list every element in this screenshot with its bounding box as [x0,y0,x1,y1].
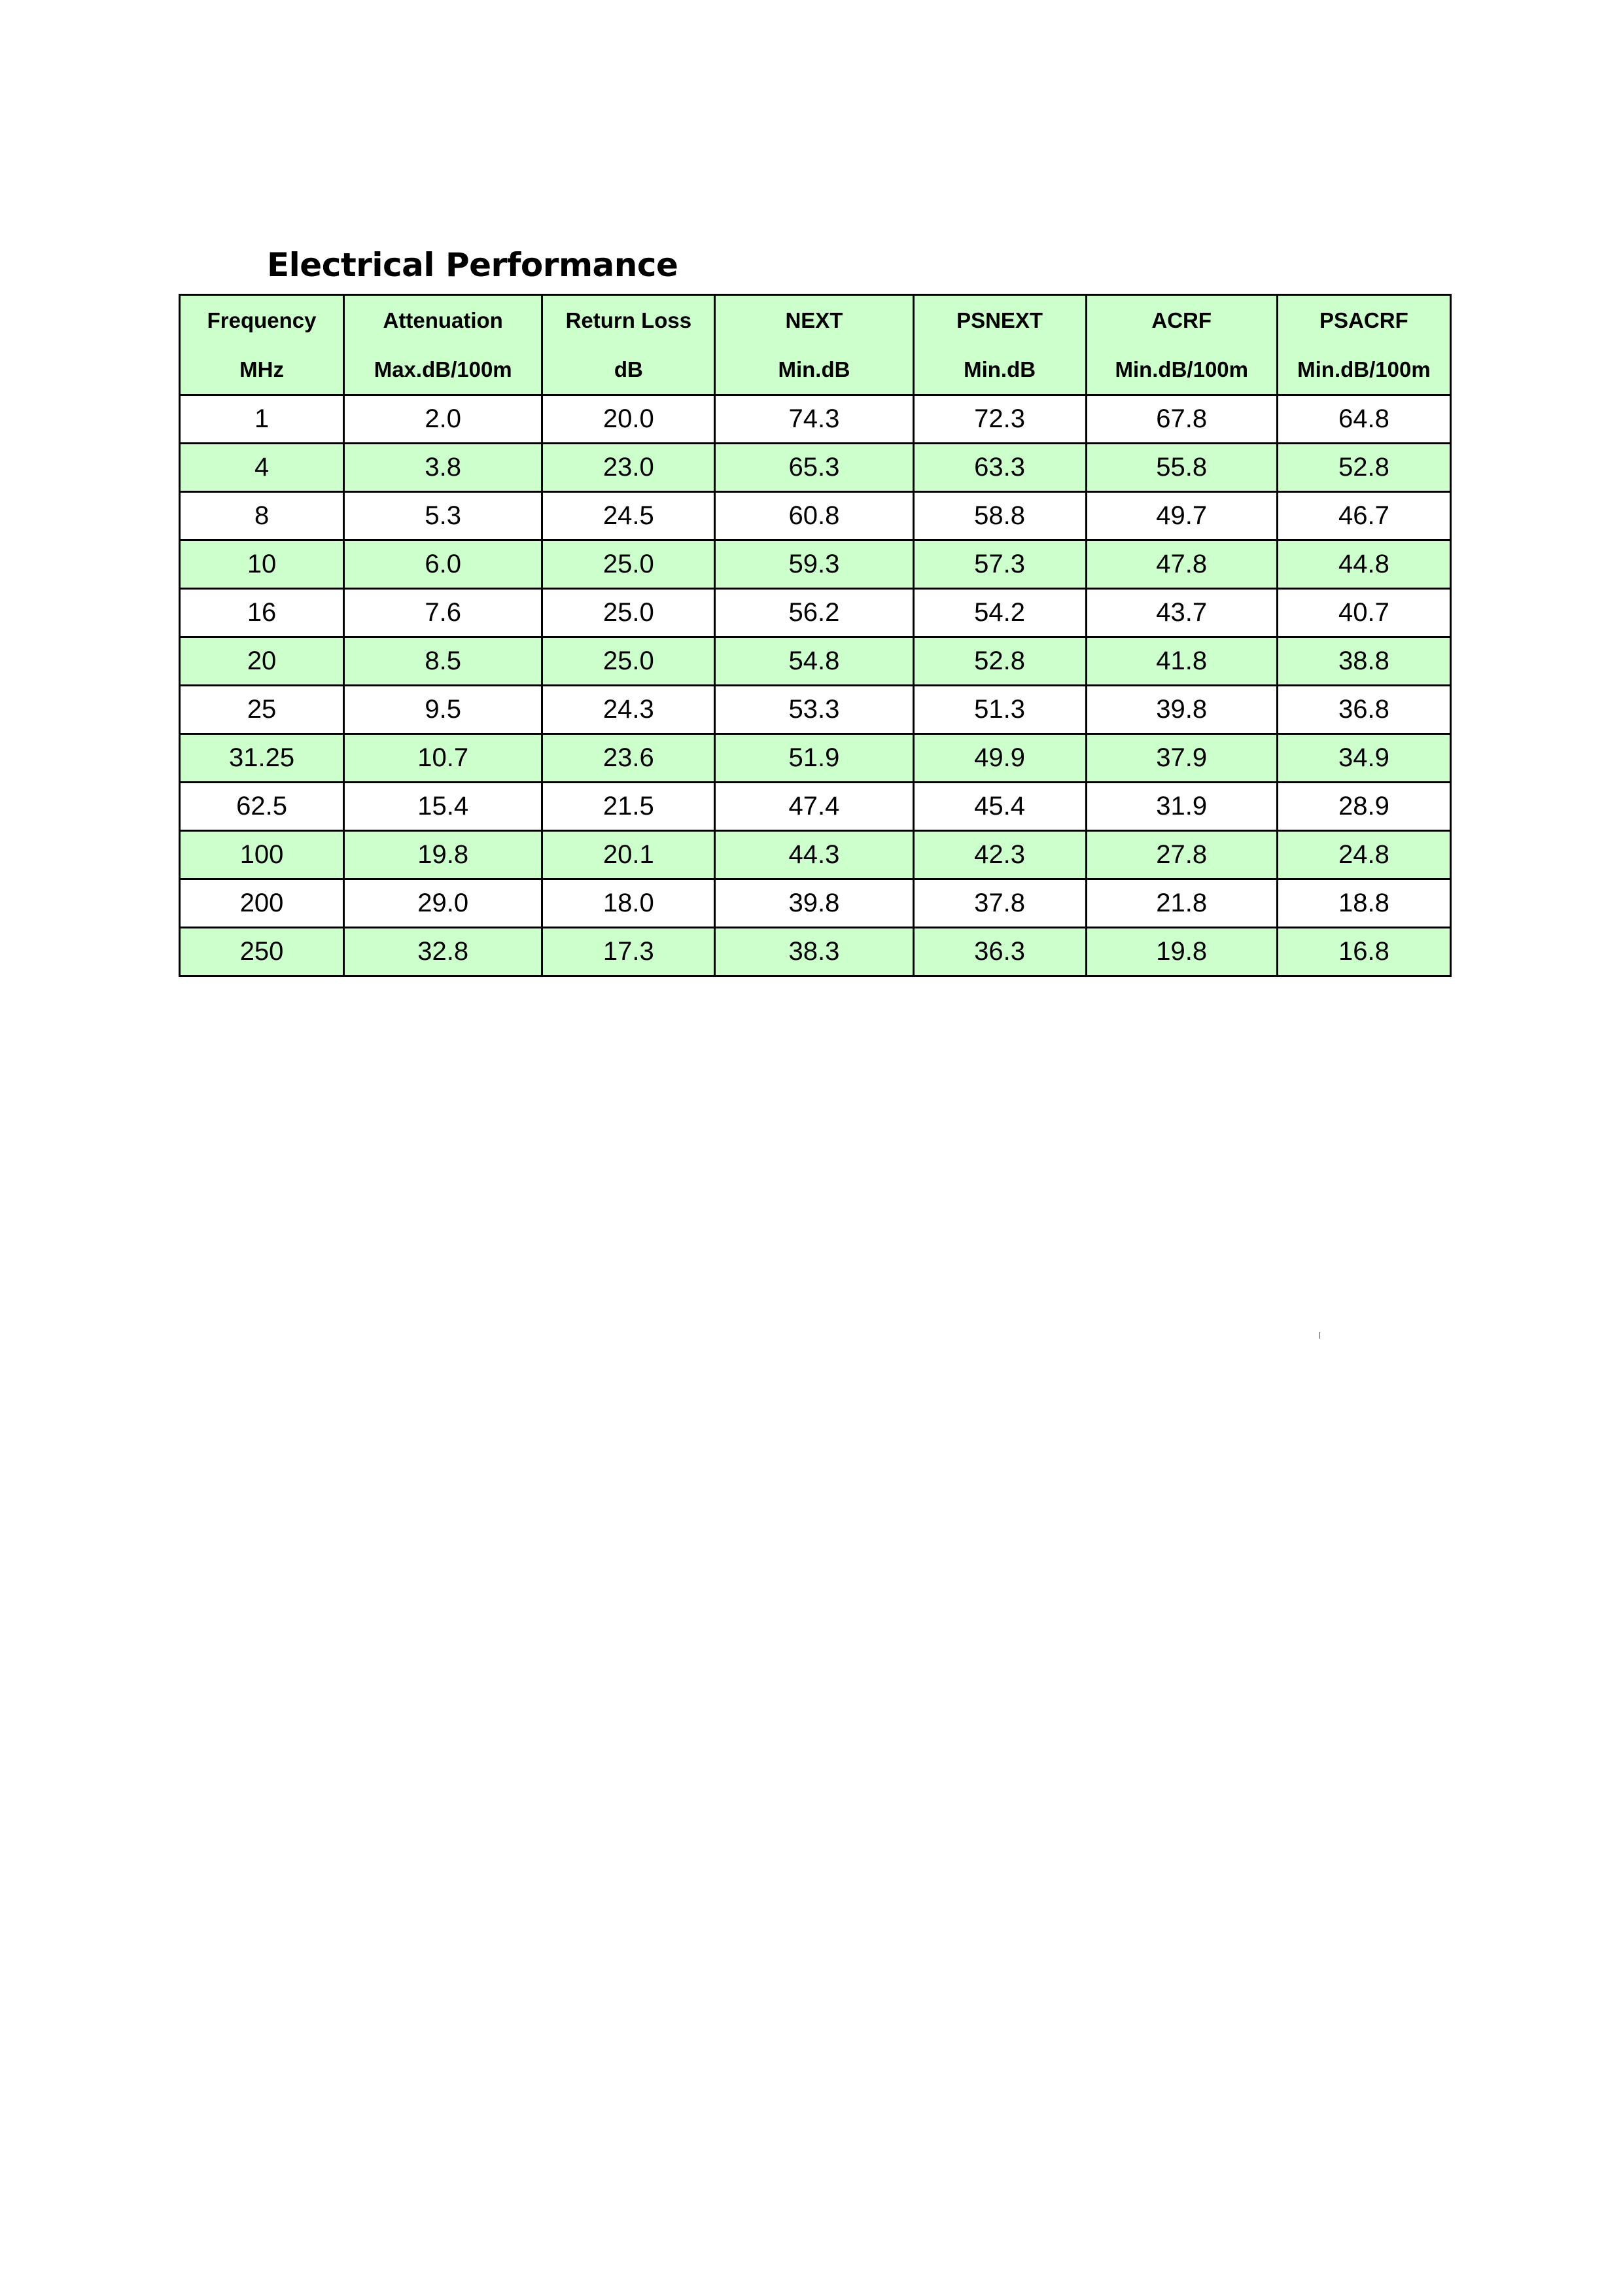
cell-psnext: 52.8 [913,637,1086,686]
cell-return-loss: 20.1 [542,831,715,879]
table-row [180,734,1451,783]
cell-return-loss: 23.6 [542,734,715,783]
cell-return-loss: 21.5 [542,783,715,831]
cell-attenuation: 10.7 [344,734,542,783]
column-header-unit: Min.dB [964,357,1036,381]
cell-frequency: 62.5 [180,783,344,831]
page-title: Electrical Performance [267,246,678,284]
cell-frequency: 16 [180,589,344,637]
cell-frequency: 25 [180,686,344,734]
cell-return-loss: 25.0 [542,540,715,589]
cell-return-loss: 17.3 [542,928,715,976]
cell-frequency: 31.25 [180,734,344,783]
cell-psacrf: 44.8 [1277,540,1450,589]
cell-acrf: 55.8 [1086,444,1277,492]
cell-next: 74.3 [715,395,913,444]
cell-psacrf: 52.8 [1277,444,1450,492]
cell-attenuation: 7.6 [344,589,542,637]
cell-return-loss: 25.0 [542,637,715,686]
column-header-unit: Min.dB/100m [1297,357,1431,381]
cell-psnext: 45.4 [913,783,1086,831]
cell-attenuation: 19.8 [344,831,542,879]
column-header-title: PSNEXT [956,308,1043,332]
cell-psnext: 54.2 [913,589,1086,637]
column-header-return-loss [542,295,715,395]
cell-psnext: 37.8 [913,879,1086,928]
table-row [180,879,1451,928]
cell-return-loss: 18.0 [542,879,715,928]
cell-psnext: 57.3 [913,540,1086,589]
cell-frequency: 200 [180,879,344,928]
cell-acrf: 19.8 [1086,928,1277,976]
cell-psacrf: 28.9 [1277,783,1450,831]
cell-attenuation: 8.5 [344,637,542,686]
column-header-attenuation [344,295,542,395]
cell-acrf: 49.7 [1086,492,1277,540]
cell-frequency: 20 [180,637,344,686]
table-row [180,928,1451,976]
cell-next: 38.3 [715,928,913,976]
column-header-next [715,295,913,395]
column-header-frequency [180,295,344,395]
cell-psnext: 58.8 [913,492,1086,540]
column-header-acrf [1086,295,1277,395]
cell-psacrf: 34.9 [1277,734,1450,783]
cell-next: 59.3 [715,540,913,589]
column-header-title: Frequency [207,308,317,332]
cell-psnext: 49.9 [913,734,1086,783]
cell-return-loss: 23.0 [542,444,715,492]
cell-attenuation: 3.8 [344,444,542,492]
cell-attenuation: 32.8 [344,928,542,976]
column-header-title: Attenuation [383,308,503,332]
cell-psacrf: 24.8 [1277,831,1450,879]
table-row [180,395,1451,444]
cell-attenuation: 29.0 [344,879,542,928]
cell-acrf: 67.8 [1086,395,1277,444]
cell-psacrf: 36.8 [1277,686,1450,734]
column-header-psacrf [1277,295,1450,395]
column-header-unit: Min.dB/100m [1115,357,1248,381]
cell-next: 44.3 [715,831,913,879]
column-header-title: NEXT [785,308,843,332]
cell-acrf: 31.9 [1086,783,1277,831]
column-header-psnext [913,295,1086,395]
column-header-title: ACRF [1151,308,1212,332]
cell-next: 65.3 [715,444,913,492]
cell-psacrf: 40.7 [1277,589,1450,637]
cell-acrf: 47.8 [1086,540,1277,589]
cell-psacrf: 16.8 [1277,928,1450,976]
cell-next: 56.2 [715,589,913,637]
electrical-performance-table [179,294,1452,977]
table-row [180,686,1451,734]
cell-next: 47.4 [715,783,913,831]
cell-attenuation: 6.0 [344,540,542,589]
cell-psnext: 42.3 [913,831,1086,879]
table-row [180,783,1451,831]
table-row [180,637,1451,686]
cell-psacrf: 18.8 [1277,879,1450,928]
column-header-unit: MHz [239,357,284,381]
cell-return-loss: 24.3 [542,686,715,734]
cell-acrf: 37.9 [1086,734,1277,783]
cell-psnext: 63.3 [913,444,1086,492]
cell-acrf: 39.8 [1086,686,1277,734]
table-row [180,540,1451,589]
cell-frequency: 100 [180,831,344,879]
cell-attenuation: 15.4 [344,783,542,831]
cell-attenuation: 2.0 [344,395,542,444]
table-header-row [180,295,1451,395]
column-header-title: PSACRF [1319,308,1408,332]
cell-next: 51.9 [715,734,913,783]
cell-next: 60.8 [715,492,913,540]
cell-return-loss: 25.0 [542,589,715,637]
cell-return-loss: 24.5 [542,492,715,540]
column-header-title: Return Loss [565,308,692,332]
cell-acrf: 43.7 [1086,589,1277,637]
cell-next: 53.3 [715,686,913,734]
cell-frequency: 8 [180,492,344,540]
column-header-unit: dB [614,357,643,381]
table-row [180,831,1451,879]
cell-attenuation: 5.3 [344,492,542,540]
table-row [180,444,1451,492]
cell-return-loss: 20.0 [542,395,715,444]
cell-psnext: 72.3 [913,395,1086,444]
cell-psacrf: 38.8 [1277,637,1450,686]
cell-next: 54.8 [715,637,913,686]
cell-frequency: 4 [180,444,344,492]
cell-acrf: 21.8 [1086,879,1277,928]
column-header-unit: Min.dB [778,357,850,381]
cell-frequency: 250 [180,928,344,976]
cell-psnext: 51.3 [913,686,1086,734]
table-row [180,492,1451,540]
cell-psnext: 36.3 [913,928,1086,976]
cell-next: 39.8 [715,879,913,928]
table-row [180,589,1451,637]
cell-psacrf: 46.7 [1277,492,1450,540]
cell-frequency: 10 [180,540,344,589]
cell-acrf: 41.8 [1086,637,1277,686]
cell-acrf: 27.8 [1086,831,1277,879]
stray-mark [1319,1332,1320,1339]
cell-frequency: 1 [180,395,344,444]
cell-attenuation: 9.5 [344,686,542,734]
cell-psacrf: 64.8 [1277,395,1450,444]
column-header-unit: Max.dB/100m [374,357,512,381]
